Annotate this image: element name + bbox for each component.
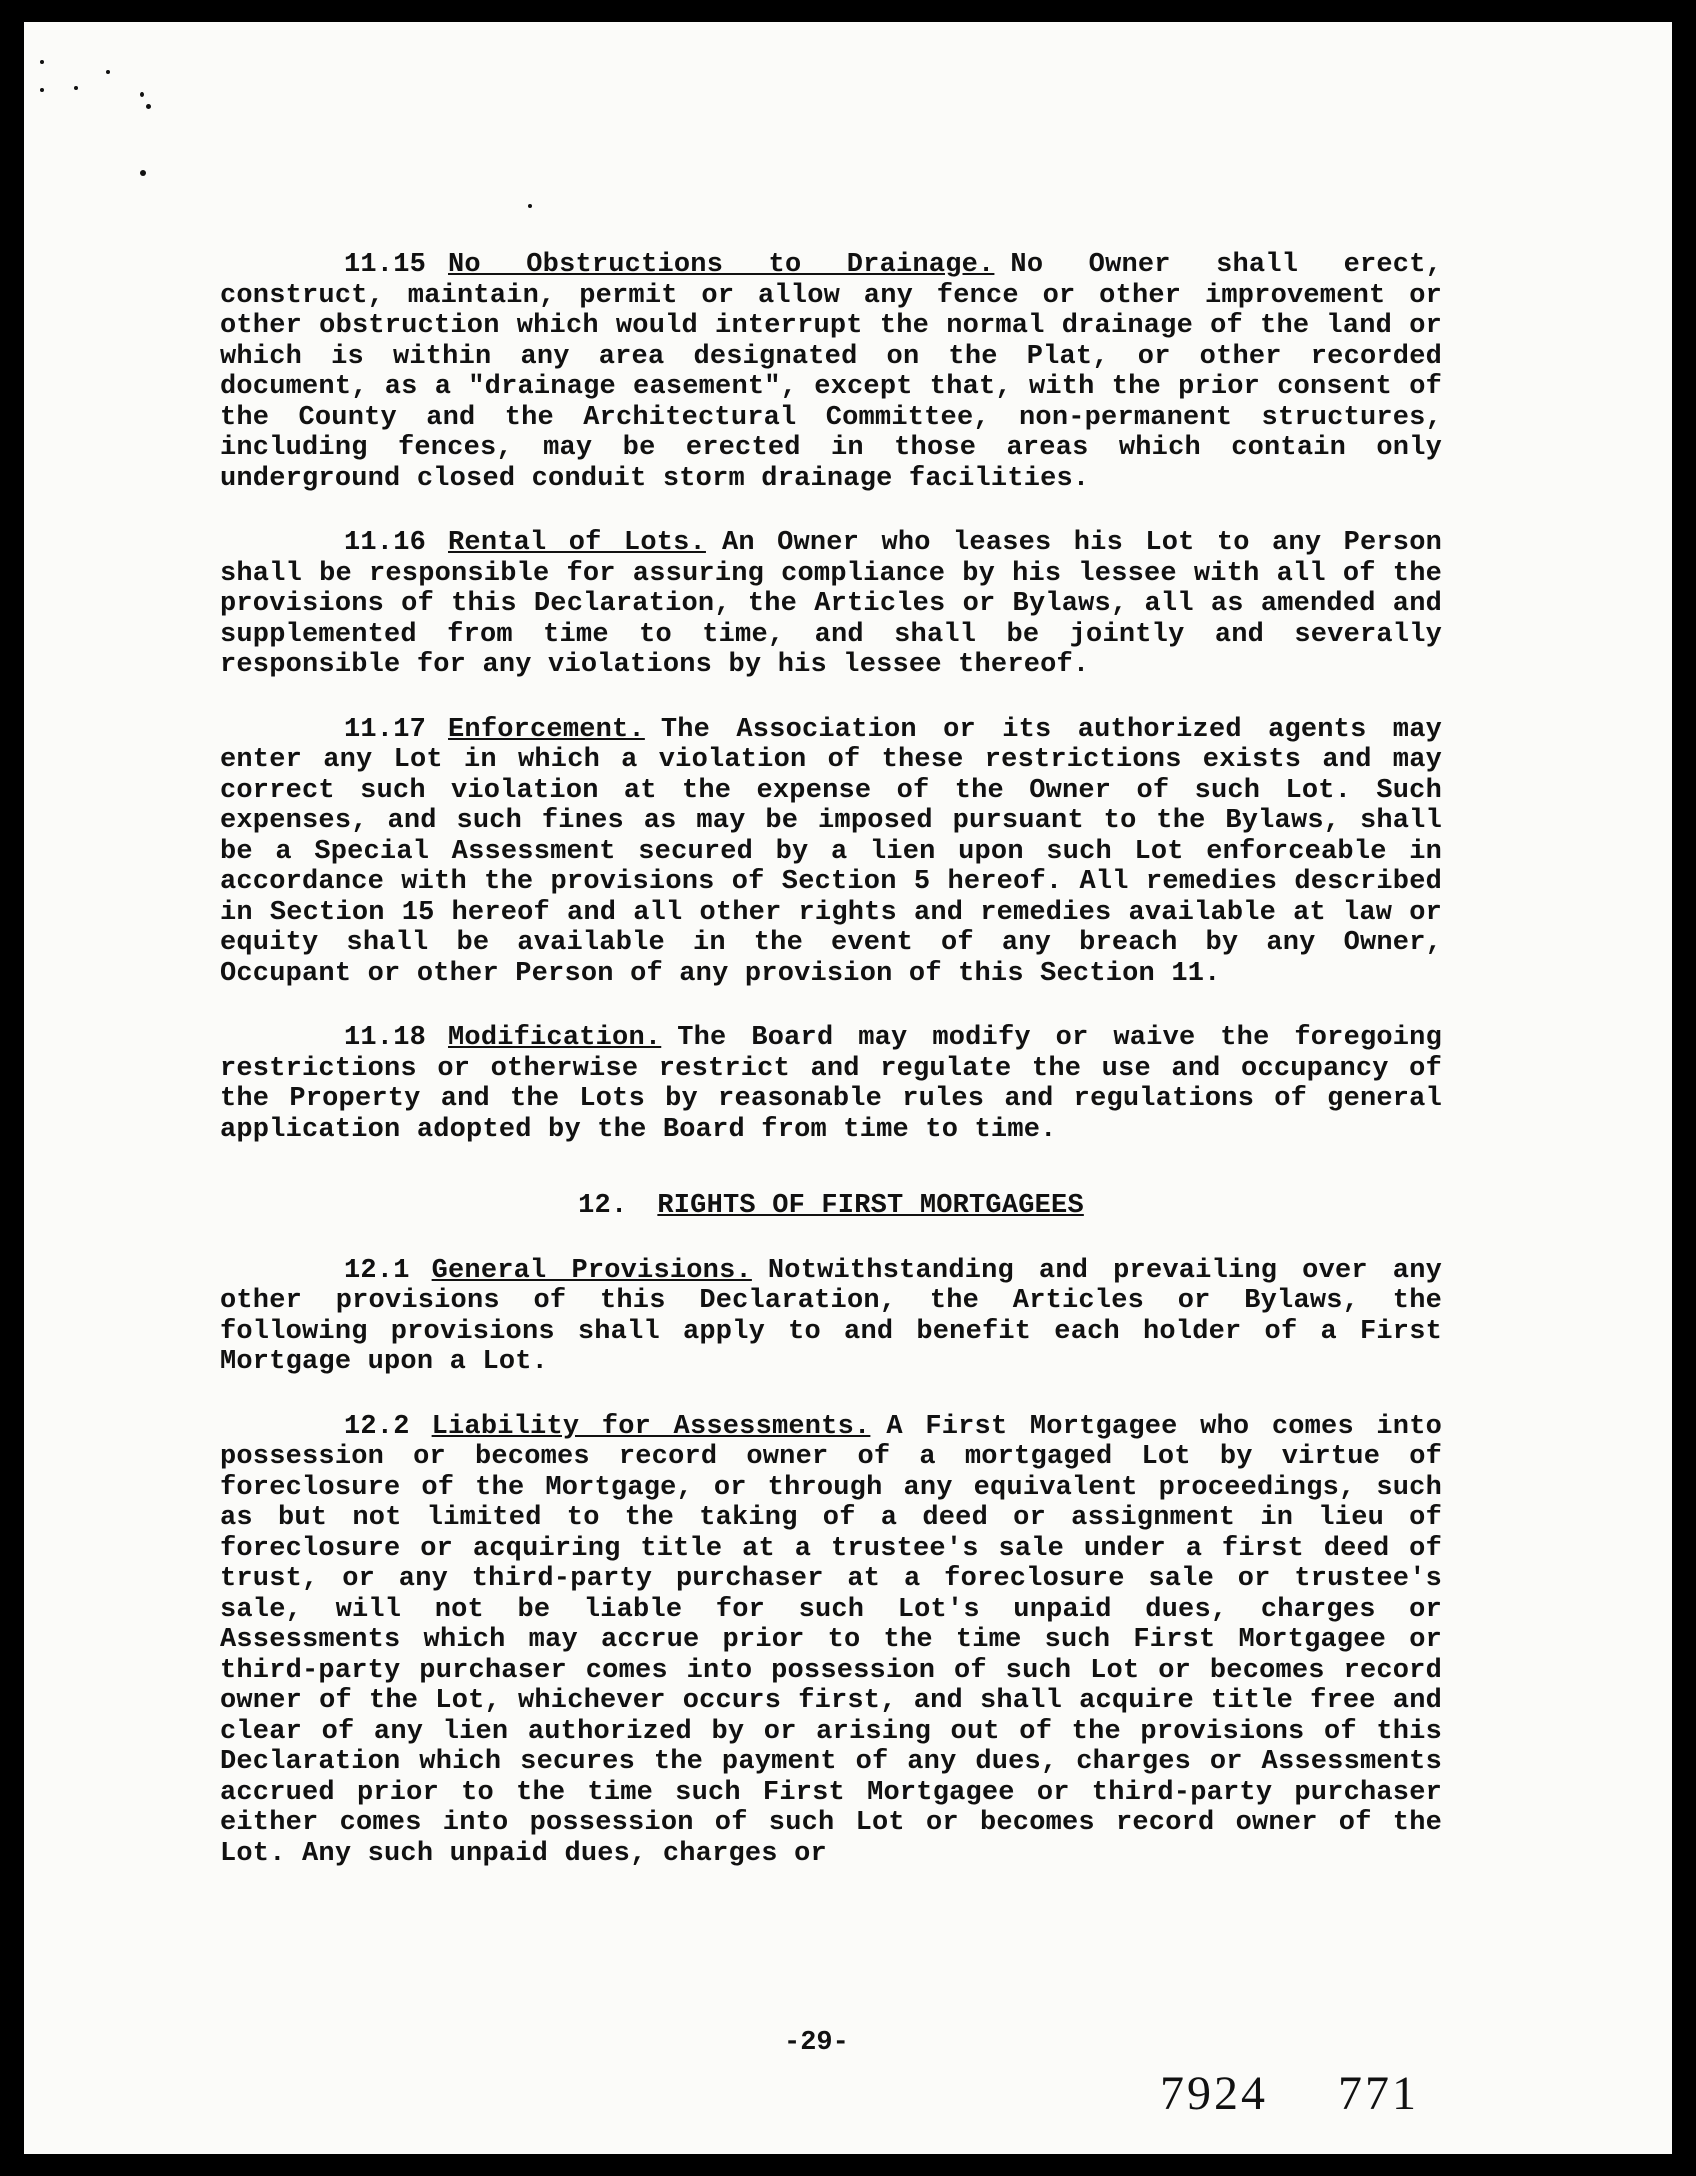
scan-speck bbox=[106, 70, 110, 74]
paragraph-number: 11.15 bbox=[344, 250, 427, 280]
paragraph-text: A First Mortgagee who comes into possession or becomes record owner of a mortgaged Lot by virtue of foreclosure of the Mortgage, or through any equivalent proceedings, such as but not limited to the taking of a deed or assignment in lieu of foreclosure or acquiring title at a trustee's sale under a first deed of trust, or any third-party purchaser at a foreclosure sale or trustee's sale, will not be liable for such Lot's unpaid dues, charges or Assessments which may accrue prior to the time such First Mortgagee or third-party purchaser comes into possession of such Lot or becomes record owner of the Lot, whichever occurs first, and shall acquire title free and clear of any lien authorized by or arising out of the provisions of this Declaration which secures the payment of any dues, charges or Assessments accrued prior to the time such First Mortgagee or third-party purchaser either comes into possession of such Lot or becomes record owner of the Lot. Any such unpaid dues, charges or bbox=[220, 1411, 1443, 1869]
paragraph-heading: Liability for Assessments. bbox=[431, 1411, 871, 1442]
paragraph-number: 12.2 bbox=[344, 1411, 410, 1442]
paragraph-heading: General Provisions. bbox=[431, 1255, 752, 1286]
paragraph-12-2 bbox=[220, 1412, 1442, 1870]
paragraph-number: 11.16 bbox=[344, 528, 427, 558]
scan-speck bbox=[74, 86, 78, 90]
paragraph-11-16 bbox=[220, 528, 1442, 681]
document-body bbox=[220, 250, 1442, 1903]
paragraph-number: 12.1 bbox=[344, 1255, 410, 1286]
paragraph-text: The Association or its authorized agents may enter any Lot in which a violation of these restrictions exists and may correct such violation at the expense of the Owner of such Lot. Such expenses, and such fines as may be imposed pursuant to the Bylaws, shall be a Special Assessment secured by a lien upon such Lot enforceable in accordance with the provisions of Section 5 hereof. All remedies described in Section 15 hereof and all other rights and remedies available at law or equity shall be available in the event of any breach by any Owner, Occupant or other Person of any provision of this Section 11. bbox=[220, 714, 1442, 989]
scan-speck bbox=[140, 92, 144, 97]
document-page bbox=[24, 22, 1672, 2154]
paragraph-number: 11.17 bbox=[344, 714, 427, 745]
paragraph-text: An Owner who leases his Lot to any Person shall be responsible for assuring compliance by his lessee with all of the provisions of this Declaration, the Articles or Bylaws, all as amended and supplemented from time to time, and shall be jointly and severally responsible for any violations by his lessee thereof. bbox=[220, 528, 1442, 680]
paragraph-heading: Rental of Lots. bbox=[448, 528, 706, 558]
paragraph-11-17 bbox=[220, 715, 1442, 990]
page-number: -29- bbox=[784, 2028, 849, 2058]
paragraph-text: The Board may modify or waive the foregoing restrictions or otherwise restrict and regulate the use and occupancy of the Property and the Lots by reasonable rules and regulations of general application adopted by the Board from time to time. bbox=[220, 1023, 1442, 1145]
scan-speck bbox=[146, 104, 151, 109]
paragraph-11-18 bbox=[220, 1023, 1442, 1145]
paragraph-heading: Modification. bbox=[448, 1023, 662, 1053]
section-title: RIGHTS OF FIRST MORTGAGEES bbox=[657, 1191, 1084, 1221]
paragraph-number: 11.18 bbox=[344, 1023, 427, 1053]
section-number: 12. bbox=[578, 1191, 628, 1221]
scan-speck bbox=[140, 170, 146, 176]
paragraph-heading: No Obstructions to Drainage. bbox=[448, 250, 995, 280]
page-reference: 771 bbox=[1338, 2067, 1419, 2120]
scan-speck bbox=[528, 204, 532, 208]
recording-reference bbox=[1160, 2066, 1419, 2121]
paragraph-12-1 bbox=[220, 1256, 1442, 1378]
section-heading-12 bbox=[220, 1191, 1442, 1222]
paragraph-heading: Enforcement. bbox=[448, 714, 645, 745]
scan-speck bbox=[40, 60, 44, 64]
scan-speck bbox=[40, 88, 44, 92]
paragraph-text: No Owner shall erect, construct, maintain, permit or allow any fence or other improvement or other obstruction which would interrupt the normal drainage of the land or which is within any area designated on the Plat, or other recorded document, as a "drainage easement", except that, with the prior consent of the County and the Architectural Committee, non-permanent structures, including fences, may be erected in those areas which contain only underground closed conduit storm drainage facilities. bbox=[220, 250, 1442, 494]
book-number: 7924 bbox=[1160, 2067, 1268, 2120]
paragraph-11-15 bbox=[220, 250, 1442, 494]
paragraph-text: Notwithstanding and prevailing over any other provisions of this Declaration, the Articles or Bylaws, the following provisions shall apply to and benefit each holder of a First Mortgage upon a Lot. bbox=[220, 1255, 1443, 1377]
